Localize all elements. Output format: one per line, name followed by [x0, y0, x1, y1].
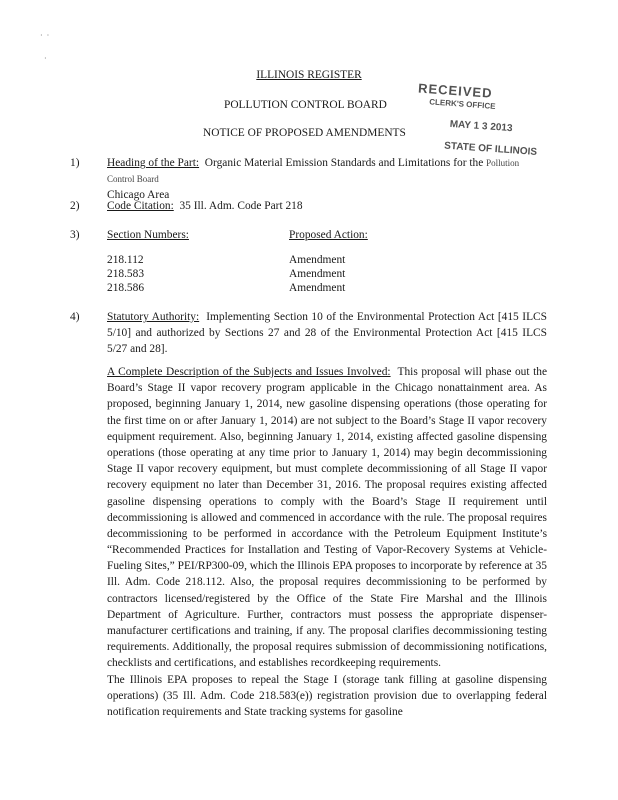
proposed-action: Amendment	[289, 268, 346, 280]
proposed-action: Amendment	[289, 282, 346, 294]
item-1-number: 1)	[70, 157, 80, 169]
item-1-heading: Heading of the Part: Organic Material Emission Standards and Limitations for the Pollution Control Board Chicago Area	[107, 157, 520, 202]
statutory-authority: Statutory Authority: Implementing Section 10 of the Environmental Protection Act [415 ILCS 5/10] and authorized by Sections 27 and 28 of the Environmental Protection Act [415 ILCS 5/27 and 28].	[107, 311, 547, 356]
section-number: 218.583	[107, 268, 145, 280]
item-4-number: 4)	[70, 311, 80, 323]
item-3-section-label: Section Numbers:	[107, 229, 189, 241]
section-number: 218.112	[107, 254, 144, 266]
repeal-paragraph: The Illinois EPA proposes to repeal the Stage I (storage tank filling at gasoline dispensing operations) (35 Ill. Adm. Code 218.583(e)) registration provision due to overlapping federal notification requirements and State tracking systems for gasoline	[107, 674, 547, 719]
proposed-action: Amendment	[289, 254, 346, 266]
item-2-code-citation: Code Citation: 35 Ill. Adm. Code Part 218	[107, 200, 303, 212]
board-heading: POLLUTION CONTROL BOARD	[224, 99, 387, 111]
received-stamp: RECEIVED CLERK'S OFFICE MAY 1 3 2013 STATE OF ILLINOIS	[417, 80, 538, 158]
item-3-number: 3)	[70, 229, 80, 241]
register-heading: ILLINOIS REGISTER	[256, 69, 362, 81]
scan-specks: · · ·	[40, 31, 50, 63]
section-number: 218.586	[107, 282, 145, 294]
section-numbers-list	[107, 253, 144, 295]
item-2-number: 2)	[70, 200, 80, 212]
item-3-action-label: Proposed Action:	[289, 229, 368, 241]
description-paragraph: A Complete Description of the Subjects and Issues Involved: This proposal will phase out the Board’s Stage II vapor recovery program applicable in the Chicago nonattainment area. As proposed, beginning January 1, 2014, new gasoline dispensing operations (those operating for the first time on or after January 1, 2014) are not subject to the Board’s Stage II vapor recovery equipment requirement. Also, beginning January 1, 2014, existing affected gasoline dispensing operations (those operating at any time prior to January 1, 2014) may begin decommissioning Stage II vapor recovery equipment, but must complete decommissioning of all Stage II vapor recovery equipment no later than December 31, 2016. The proposal requires existing affected gasoline dispensing operations to comply with the Board’s Stage II requirement until decommissioning is allowed and commenced in accordance with the rule. The proposal requires decommissioning to be performed in accordance with the Petroleum Equipment Institute’s “Recommended Practices for Installation and Testing of Vapor-Recovery Systems at Vehicle-Fueling Sites,” PEI/RP300-09, which the Illinois EPA proposes to incorporate by reference at 35 Ill. Adm. Code 218.112. Also, the proposal requires decommissioning to be performed by contractors licensed/registered by the Office of the State Fire Marshal and the Illinois Department of Agriculture. Further, contractors must possess the appropriate dispenser-manufacturer certifications and training, if any. The proposal clarifies decommissioning testing requirements. Additionally, the proposal requires submission of decommissioning notifications, checklists and certifications, and establishes recordkeeping requirements.	[107, 366, 548, 670]
proposed-actions-list	[289, 253, 345, 295]
notice-heading: NOTICE OF PROPOSED AMENDMENTS	[203, 127, 406, 139]
